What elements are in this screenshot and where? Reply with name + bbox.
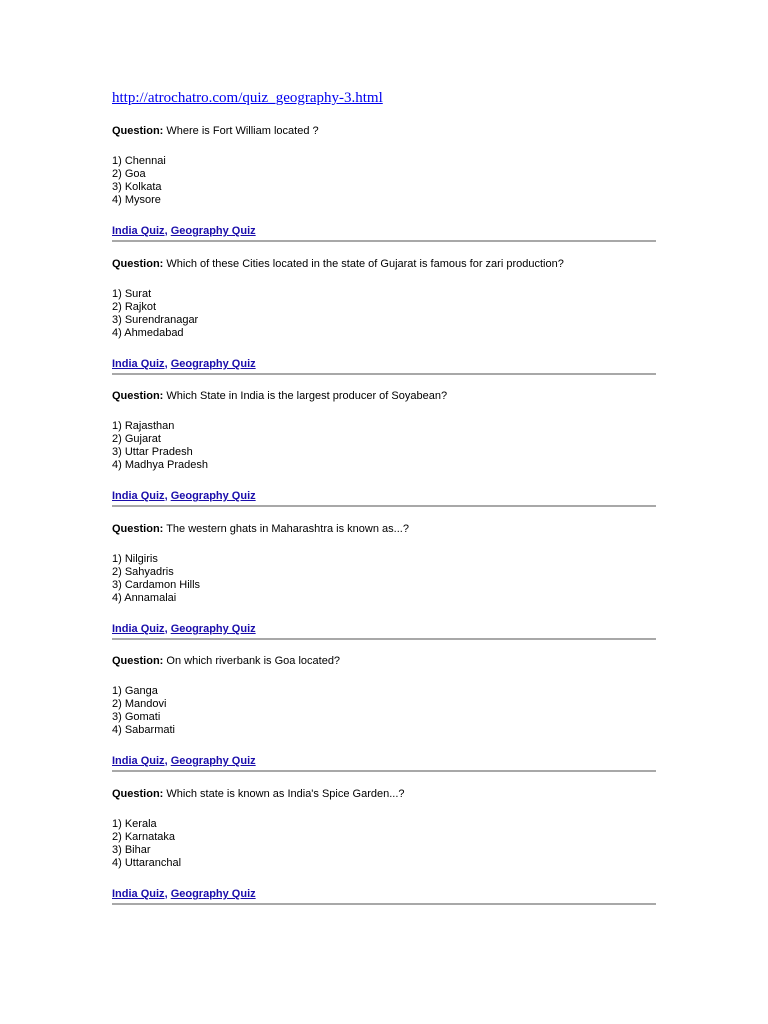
answer-option: 3) Bihar xyxy=(112,844,151,856)
answer-option: 1) Rajasthan xyxy=(112,420,175,432)
question-text: Where is Fort William located ? xyxy=(166,125,319,137)
answer-option: 2) Mandovi xyxy=(112,698,167,710)
india-quiz-link[interactable]: India Quiz xyxy=(112,755,165,767)
answer-options xyxy=(112,818,656,870)
question-text: On which riverbank is Goa located? xyxy=(166,655,341,667)
answer-option: 4) Uttaranchal xyxy=(112,857,182,869)
answer-option: 2) Gujarat xyxy=(112,433,161,445)
link-separator: , xyxy=(164,755,168,767)
question-block xyxy=(112,125,656,242)
answer-options xyxy=(112,420,656,472)
divider xyxy=(112,638,656,640)
question-block xyxy=(112,258,656,375)
answer-option: 3) Cardamon Hills xyxy=(112,579,201,591)
geography-quiz-link[interactable]: Geography Quiz xyxy=(170,225,256,237)
answer-option: 1) Ganga xyxy=(112,685,158,697)
answer-option: 2) Goa xyxy=(112,168,146,180)
question-line xyxy=(112,523,656,536)
question-text: Which State in India is the largest producer of Soyabean? xyxy=(166,390,448,402)
divider xyxy=(112,770,656,772)
question-block xyxy=(112,655,656,772)
answer-option: 1) Nilgiris xyxy=(112,553,158,565)
category-links xyxy=(112,623,656,636)
link-separator: , xyxy=(164,888,168,900)
india-quiz-link[interactable]: India Quiz xyxy=(112,623,165,635)
link-separator: , xyxy=(164,623,168,635)
divider xyxy=(112,903,656,905)
answer-option: 3) Surendranagar xyxy=(112,314,199,326)
category-links xyxy=(112,755,656,768)
answer-option: 3) Gomati xyxy=(112,711,161,723)
question-label: Question: xyxy=(112,788,164,800)
answer-option: 2) Rajkot xyxy=(112,301,157,313)
question-label: Question: xyxy=(112,655,164,667)
question-label: Question: xyxy=(112,390,164,402)
geography-quiz-link[interactable]: Geography Quiz xyxy=(170,623,256,635)
divider xyxy=(112,373,656,375)
question-label: Question: xyxy=(112,258,164,270)
india-quiz-link[interactable]: India Quiz xyxy=(112,225,165,237)
answer-options xyxy=(112,288,656,340)
answer-option: 4) Annamalai xyxy=(112,592,177,604)
answer-options xyxy=(112,685,656,737)
answer-options xyxy=(112,553,656,605)
geography-quiz-link[interactable]: Geography Quiz xyxy=(170,490,256,502)
category-links xyxy=(112,358,656,371)
link-separator: , xyxy=(164,225,168,237)
geography-quiz-link[interactable]: Geography Quiz xyxy=(170,755,256,767)
divider xyxy=(112,240,656,242)
question-text: The western ghats in Maharashtra is known as...? xyxy=(166,523,409,535)
answer-option: 4) Madhya Pradesh xyxy=(112,459,208,471)
answer-option: 4) Sabarmati xyxy=(112,724,175,736)
question-text: Which of these Cities located in the state of Gujarat is famous for zari production? xyxy=(166,258,564,270)
question-block xyxy=(112,523,656,640)
question-label: Question: xyxy=(112,523,164,535)
answer-option: 3) Uttar Pradesh xyxy=(112,446,193,458)
question-line xyxy=(112,390,656,403)
answer-option: 1) Kerala xyxy=(112,818,157,830)
answer-option: 1) Surat xyxy=(112,288,152,300)
question-block xyxy=(112,390,656,507)
geography-quiz-link[interactable]: Geography Quiz xyxy=(170,358,256,370)
answer-option: 3) Kolkata xyxy=(112,181,162,193)
divider xyxy=(112,505,656,507)
question-block xyxy=(112,788,656,905)
india-quiz-link[interactable]: India Quiz xyxy=(112,358,165,370)
answer-option: 1) Chennai xyxy=(112,155,166,167)
question-text: Which state is known as India's Spice Garden...? xyxy=(166,788,405,800)
link-separator: , xyxy=(164,490,168,502)
category-links xyxy=(112,888,656,901)
answer-option: 4) Mysore xyxy=(112,194,161,206)
category-links xyxy=(112,225,656,238)
answer-option: 4) Ahmedabad xyxy=(112,327,184,339)
question-line xyxy=(112,258,656,271)
question-line xyxy=(112,788,656,801)
question-line xyxy=(112,655,656,668)
question-label: Question: xyxy=(112,125,164,137)
geography-quiz-link[interactable]: Geography Quiz xyxy=(170,888,256,900)
source-url-link[interactable]: http://atrochatro.com/quiz_geography-3.html xyxy=(112,90,383,106)
answer-options xyxy=(112,155,656,207)
india-quiz-link[interactable]: India Quiz xyxy=(112,888,165,900)
india-quiz-link[interactable]: India Quiz xyxy=(112,490,165,502)
category-links xyxy=(112,490,656,503)
answer-option: 2) Karnataka xyxy=(112,831,175,843)
answer-option: 2) Sahyadris xyxy=(112,566,174,578)
question-line xyxy=(112,125,656,138)
link-separator: , xyxy=(164,358,168,370)
